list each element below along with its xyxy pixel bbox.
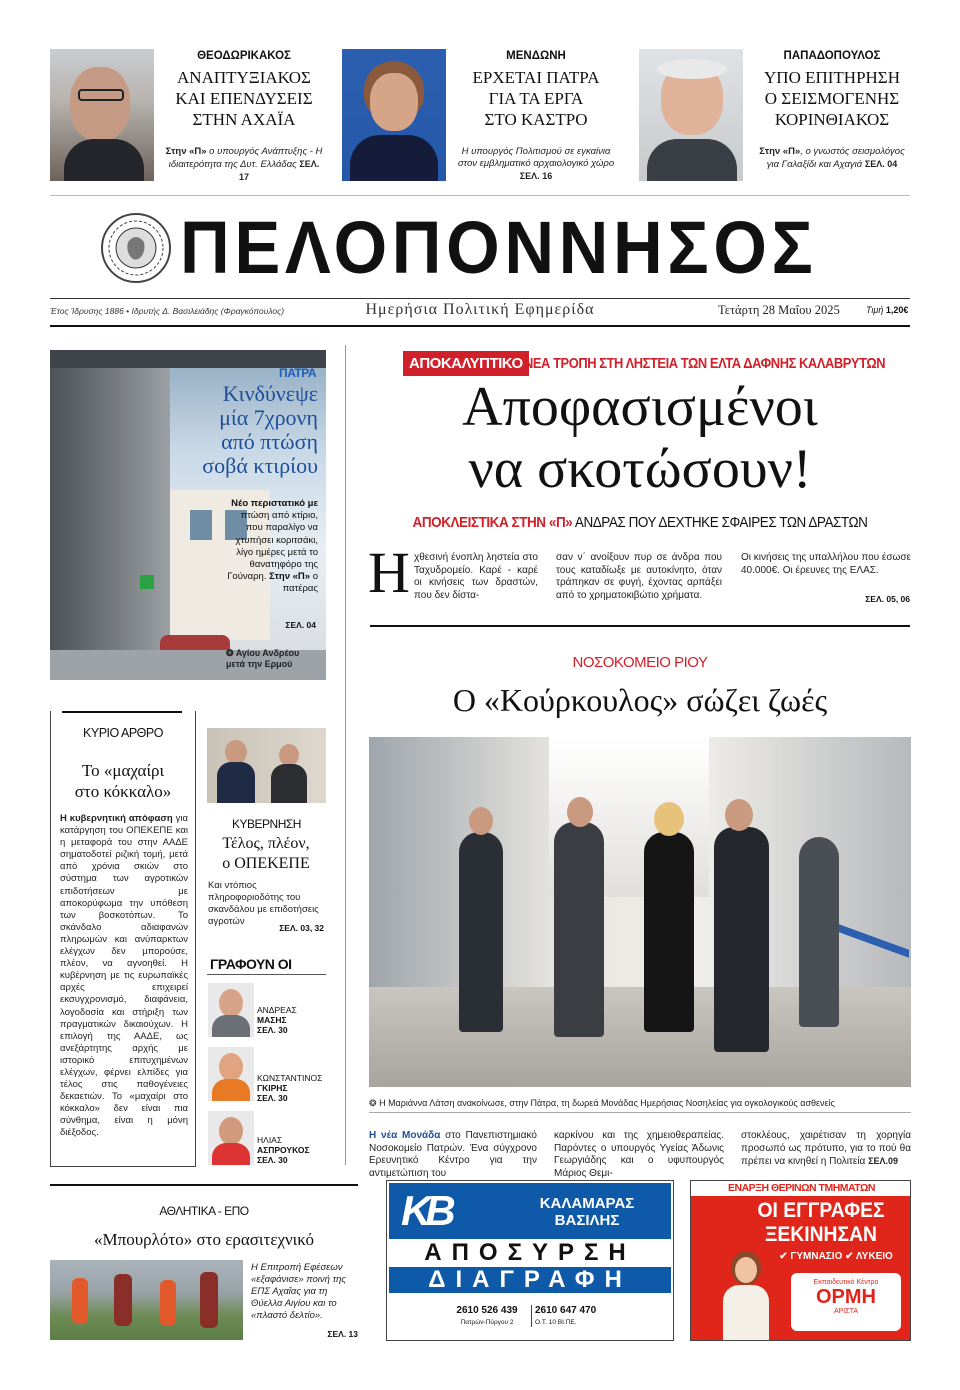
editorial-top-rule: [62, 711, 182, 713]
hospital-col2: καρκίνου και της χημειοθεραπείας. Παρόντες ο υπουργός Υγείας Άδωνις Γεωργιάδης και ο υφυπουργός Μάριος Θεμι-: [554, 1130, 724, 1179]
main-headline[interactable]: Αποφασισμένοι να σκοτώσουν!: [462, 376, 818, 500]
story2-text: Η υπουργός Πολιτισμού σε εγκαίνια στον εμβληματικό αρχαιολογικό χώρο ΣΕΛ. 16: [457, 146, 615, 181]
sports-top-rule: [50, 1184, 358, 1186]
column-divider: [345, 345, 346, 1165]
story2-name: ΜΕΝΔΩΝΗ: [506, 50, 566, 62]
writers-label: ΓΡΑΦΟΥΝ ΟΙ: [210, 956, 292, 972]
main-col2: σαν ν΄ ανοίξουν πυρ σε άνδρα που τους καταδίωξε με αυτοκίνητο, όταν τράπηκαν σε φυγή, έχοντας αρπάξει από το χρηματοκιβώτιο χρήματα.: [556, 552, 722, 601]
story1-name: ΘΕΟΔΩΡΙΚΑΚΟΣ: [197, 50, 291, 62]
main-dropcap: Η: [368, 540, 410, 605]
writer2-avatar: [208, 1047, 254, 1101]
writer2-name[interactable]: ΚΩΝΣΤΑΝΤΙΝΟΣ ΓΚΙΡΗΣ ΣΕΛ. 30: [257, 1073, 323, 1103]
seal-logo-icon: [100, 212, 172, 284]
main-ref: ΣΕΛ. 05, 06: [865, 594, 910, 604]
ad-kalamaras[interactable]: [386, 1180, 674, 1341]
editorial-headline: Το «μαχαίρι στο κόκκαλο»: [74, 761, 172, 801]
masthead-subtitle: Ημερήσια Πολιτική Εφημερίδα: [365, 301, 595, 318]
writer3-avatar: [208, 1111, 254, 1165]
main-subheadline: ΑΠΟΚΛΕΙΣΤΙΚΑ ΣΤΗΝ «Π» ΑΝΔΡΑΣ ΠΟΥ ΔΕΧΤΗΚΕ ΣΦΑΙΡΕΣ ΤΩΝ ΔΡΑΣΤΩΝ: [412, 514, 868, 531]
story3-text: Στην «Π», ο γνωστός σεισμολόγος για Γαλαξίδι και Αχαγιά ΣΕΛ. 04: [759, 146, 905, 170]
gov-ref: ΣΕΛ. 03, 32: [279, 923, 324, 933]
masthead-founded: Έτος Ίδρυσης 1886 • Ιδρυτής Δ. Βασιλειάδης (Φραγκόπουλος): [50, 306, 285, 316]
patra-text: Νέο περιστατικό με πτώση από κτίριο, που παραλίγο να χτυπήσει κοριτσάκι, λίγο ημέρες μετά το θανατηφόρο της Γούναρη. Στην «Π» ο πατέρας: [227, 498, 318, 595]
top-divider: [50, 195, 910, 196]
hospital-kicker: ΝΟΣΟΚΟΜΕΙΟ ΡΙΟΥ: [572, 654, 708, 671]
masthead-date: Τετάρτη 28 Μαΐου 2025: [718, 303, 840, 317]
caption-rule: [369, 1112, 911, 1113]
hospital-col1: Η νέα Μονάδα στο Πανεπιστημιακό Νοσοκομείο Πατρών. Ένα σύγχρονο Ερευνητικό Κέντρο για την αντιμετώπιση του: [369, 1130, 537, 1179]
writers-rule: [207, 974, 326, 975]
hospital-caption: ❂ Η Μαριάννα Λάτση ανακοίνωσε, στην Πάτρα, τη δωρεά Μονάδας Ημερήσιας Νοσηλείας για ογκολογικούς ασθενείς: [369, 1098, 835, 1108]
patra-headline[interactable]: Κινδύνεψε μία 7χρονη από πτώση σοβά κτιρίου: [202, 381, 318, 478]
ad1-line1: ΑΠΟΣΥΡΣΗ: [389, 1239, 671, 1267]
main-kicker: ΝΕΑ ΤΡΟΠΗ ΣΤΗ ΛΗΣΤΕΙΑ ΤΩΝ ΕΛΤΑ ΔΑΦΝΗΣ ΚΑΛΑΒΡΥΤΩΝ: [524, 355, 886, 372]
gov-headline[interactable]: Τέλος, πλέον, ο ΟΠΕΚΕΠΕ: [222, 835, 310, 872]
sports-ref: ΣΕΛ. 13: [327, 1329, 358, 1339]
student-figure: [723, 1251, 769, 1341]
mendoni-photo: [342, 49, 446, 181]
ad1-line2: ΔΙΑΓΡΑΦΗ: [428, 1266, 632, 1293]
gov-kicker: ΚΥΒΕΡΝΗΣΗ: [232, 817, 301, 831]
writer3-name[interactable]: ΗΛΙΑΣ ΑΣΠΡΟΥΚΟΣ ΣΕΛ. 30: [257, 1135, 310, 1165]
writer1-avatar: [208, 983, 254, 1037]
camera-icon: ❂: [369, 1098, 377, 1108]
gov-text: Και ντόπιος πληροφοριοδότης του σκανδάλου με επιδοτήσεις αγροτών: [208, 880, 319, 927]
sports-headline[interactable]: «Μπουρλότο» στο ερασιτεχνικό: [94, 1230, 314, 1249]
ad2-levels: ✔ ΓΥΜΝΑΣΙΟ ✔ ΛΥΚΕΙΟ: [779, 1251, 893, 1262]
gov-photo: [207, 728, 326, 803]
patra-caption: ❂ Αγίου Ανδρέου μετά την Ερμού: [226, 648, 300, 669]
story1-headline[interactable]: ΑΝΑΠΤΥΞΙΑΚΟΣ ΚΑΙ ΕΠΕΝΔΥΣΕΙΣ ΣΤΗΝ ΑΧΑΪΑ: [175, 68, 313, 129]
theodorikakos-photo: [50, 49, 154, 181]
story3-name: ΠΑΠΑΔΟΠΟΥΛΟΣ: [783, 50, 881, 62]
story3-headline[interactable]: ΥΠΟ ΕΠΙΤΗΡΗΣΗ Ο ΣΕΙΣΜΟΓΕΝΗΣ ΚΟΡΙΝΘΙΑΚΟΣ: [764, 68, 900, 129]
hospital-headline[interactable]: Ο «Κούρκουλος» σώζει ζωές: [452, 682, 828, 718]
masthead-title[interactable]: ΠΕΛΟΠΟΝΝΗΣΟΣ: [180, 206, 818, 289]
editorial-label: ΚΥΡΙΟ ΑΡΘΡΟ: [83, 726, 163, 740]
story2-headline[interactable]: ΕΡΧΕΤΑΙ ΠΑΤΡΑ ΓΙΑ ΤΑ ΕΡΓΑ ΣΤΟ ΚΑΣΤΡΟ: [472, 68, 600, 129]
sports-photo: [50, 1260, 243, 1340]
ad1-phone1: 2610 526 439 Πατρών-Πύργου 2: [456, 1305, 518, 1326]
story1-text: Στην «Π» ο υπουργός Ανάπτυξης - Η ιδιαιτερότητα της Δυτ. Ελλάδας ΣΕΛ. 17: [165, 146, 323, 182]
writer1-name[interactable]: ΑΝΔΡΕΑΣ ΜΑΣΗΣ ΣΕΛ. 30: [257, 1005, 297, 1035]
hospital-photo: [369, 737, 911, 1087]
main-tag: ΑΠΟΚΑΛΥΠΤΙΚΟ: [403, 351, 529, 376]
main-col3: Οι κινήσεις της υπαλλήλου που έσωσε 40.000€. Οι έρευνες της ΕΛΑΣ.: [741, 552, 911, 576]
ad2-brand: Εκπαιδευτικό Κέντρο ΟΡΜΗ ΑΡΙΣΤΑ: [791, 1273, 901, 1331]
hospital-col3: στοκλέους, χαιρέτισαν τη χορηγία προσωπό ως πρότυπο, για το πού θα πρέπει να κινηθεί η Πολιτεία ΣΕΛ.09: [741, 1130, 911, 1167]
masthead-line: [50, 298, 910, 299]
ad-ormi[interactable]: [690, 1180, 911, 1341]
sports-text: Η Επιτροπή Εφέσεων «εξαφάνισε» ποινή της ΕΠΣ Αχαΐας για τη Θύελλα Αιγίου και το «πλαστό δελτίο».: [251, 1262, 347, 1321]
main-story-rule: [370, 625, 910, 627]
patra-kicker: ΠΑΤΡΑ: [279, 366, 316, 380]
camera-icon: ❂: [226, 648, 234, 658]
main-col1: χθεσινή ένοπλη ληστεία στο Ταχυδρομείο. Καρέ - καρέ οι κινήσεις των δραστών, που δεν δίστα-: [414, 552, 538, 601]
editorial-text: Η κυβερνητική απόφαση για κατάργηση του ΟΠΕΚΕΠΕ και η μεταφορά του στην ΑΑΔΕ σηματοδοτεί ριζική τομή, μετά από χρόνια σκιών στο σύστημα των αγροτικών επιδοτήσεων με αποκορύφωμα την υπόθεση των βοσκοτόπων. Το σκάνδαλο αδιαφανών πληρωμών και ανύπαρκτων ελέγχων δεν μπορούσε, πλέον, να αγνοηθεί. Η κυβέρνηση με τις ευρωπαϊκές αρχές επιχειρεί εκσυγχρονισμό, διαφάνεια, λογοδοσία και στήριξη των πραγματικών δικαιούχων. Η επιλογή της ΑΑΔΕ, ως ανεξάρτητης αρχής με ιστορικό επιτυχημένων ελέγχων, φέρνει ελπίδες για τέλος στις παθογένειες δεκαετιών. Το «μαχαίρι στο κόκκαλο» δεν είναι πια σύνθημα, είναι η μόνη διέξοδος.: [60, 813, 188, 1139]
masthead-price: Τιμή 1,20€: [866, 305, 909, 315]
ad2-title: ΟΙ ΕΓΓΡΑΦΕΣ ΞΕΚΙΝΗΣΑΝ: [757, 1199, 885, 1246]
ad1-name: ΚΑΛΑΜΑΡΑΣ ΒΑΣΙΛΗΣ: [539, 1195, 635, 1229]
masthead-bottom-rule: [50, 325, 910, 327]
ad2-top: ΕΝΑΡΞΗ ΘΕΡΙΝΩΝ ΤΜΗΜΑΤΩΝ: [691, 1181, 911, 1196]
kb-logo-icon: KB: [401, 1187, 450, 1234]
sports-kicker: ΑΘΛΗΤΙΚΑ - ΕΠΟ: [159, 1204, 249, 1218]
ad1-phone2: 2610 647 470 Ο.Τ. 10 ΒΙ.ΠΕ.: [535, 1305, 597, 1326]
patra-ref: ΣΕΛ. 04: [285, 620, 316, 630]
papadopoulos-photo: [639, 49, 743, 181]
